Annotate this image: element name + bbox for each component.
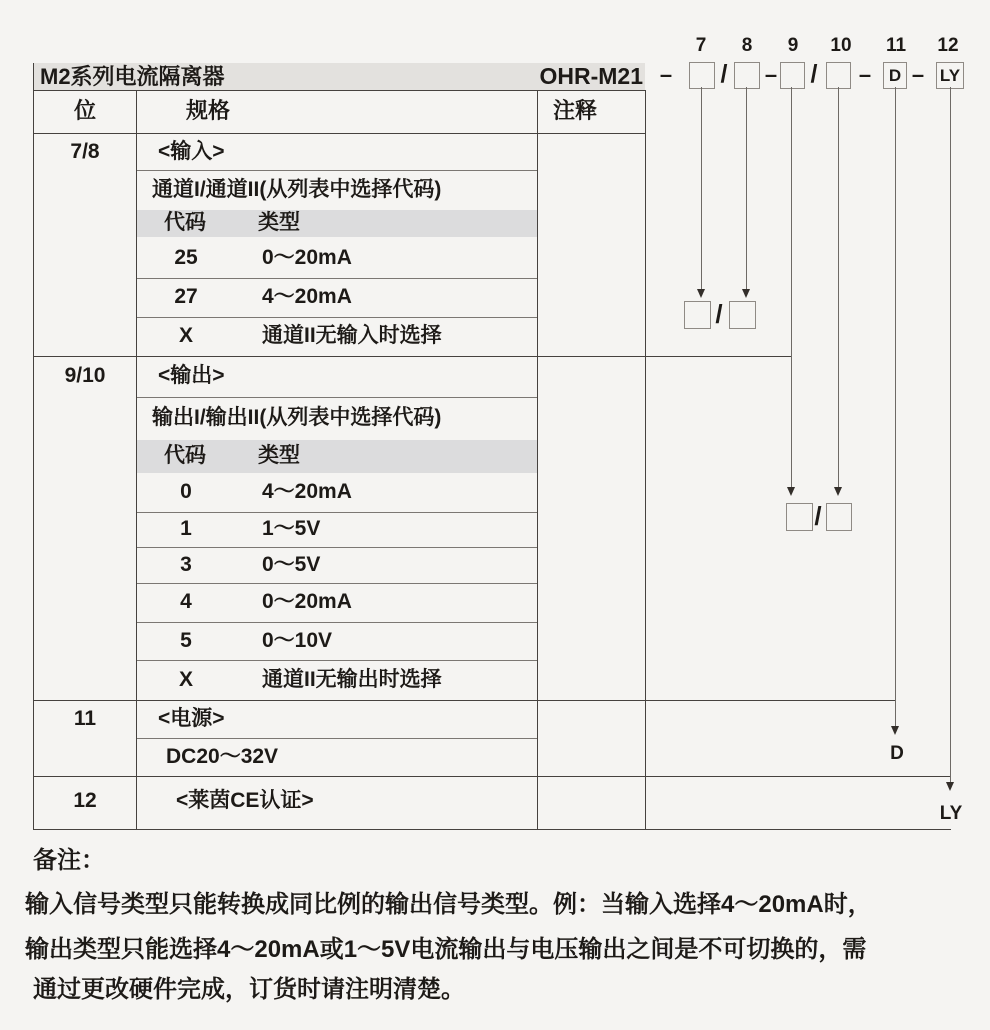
arrow-down-9 (787, 487, 795, 496)
column-header-note: 注释 (553, 98, 598, 123)
input-code-header-code: 代码 (164, 211, 206, 234)
input-row-code: X (178, 324, 193, 347)
section-pos-7-8: 7/8 (70, 140, 100, 163)
table-border-right (645, 90, 646, 829)
row-sep-25 (137, 278, 537, 279)
table-bottom-line (33, 829, 951, 830)
section-pos-11: 11 (73, 707, 97, 730)
arrow-down-8 (742, 289, 750, 298)
power-code-label: D (890, 743, 904, 764)
output-row-code: 4 (180, 590, 192, 613)
notes-label: 备注： (33, 847, 105, 874)
code-box-12-ly-label: LY (939, 65, 961, 85)
input-row-type: 4～20mA (262, 285, 352, 308)
position-number-10: 10 (830, 35, 852, 56)
output-code-header-type: 类型 (258, 444, 300, 467)
row-sep-5 (137, 660, 537, 661)
dash-2: – (764, 62, 778, 87)
dash-1: – (659, 62, 673, 87)
section-subheading-output: 输出I/输出II(从列表中选择代码) (152, 406, 442, 429)
connector-line-11 (895, 87, 896, 727)
output-row-type: 0～5V (262, 553, 321, 576)
slash-2: / (810, 60, 818, 88)
connector-line-10 (838, 87, 839, 488)
output-row-code: 0 (180, 480, 192, 503)
position-number-9: 9 (787, 35, 799, 56)
section-11-bottom-line (33, 776, 951, 777)
dash-3: – (858, 62, 872, 87)
section-7-8-bottom-line (33, 356, 791, 357)
position-number-7: 7 (695, 35, 707, 56)
section-heading-input: <输入> (158, 140, 225, 163)
output-row-code: 3 (180, 553, 192, 576)
output-row-type: 4～20mA (262, 480, 352, 503)
output-row-code: 1 (180, 517, 192, 540)
row-sep-power-heading (137, 738, 537, 739)
column-header-pos: 位 (73, 98, 96, 123)
output-pair-slash: / (814, 501, 822, 531)
row-sep-input-heading (137, 170, 537, 171)
page-title: M2系列电流隔离器 (40, 64, 225, 89)
input-pair-slash: / (715, 299, 723, 329)
table-border-left (33, 63, 34, 829)
model-code: OHR-M21 (539, 63, 643, 89)
row-sep-0 (137, 512, 537, 513)
arrow-down-11 (891, 726, 899, 735)
connector-line-7 (701, 87, 702, 290)
section-pos-9-10: 9/10 (64, 364, 106, 387)
input-row-code: 27 (174, 285, 198, 308)
connector-line-8 (746, 87, 747, 290)
row-sep-output-heading (137, 397, 537, 398)
input-channel-2-box (729, 301, 756, 329)
output-row-type: 1～5V (262, 517, 321, 540)
row-sep-27 (137, 317, 537, 318)
notes-line-2: 输出类型只能选择4～20mA或1～5V电流输出与电压输出之间是不可切换的，需 (25, 936, 867, 963)
table-divider-spec-note (537, 90, 538, 829)
connector-line-12 (950, 87, 951, 783)
arrow-down-7 (697, 289, 705, 298)
section-subheading-input: 通道I/通道II(从列表中选择代码) (152, 178, 442, 201)
power-value: DC20～32V (166, 745, 279, 768)
title-bar-bottom-line (33, 90, 646, 91)
input-row-code: 25 (174, 246, 198, 269)
ce-code-label: LY (939, 803, 963, 824)
section-heading-ce: <莱茵CE认证> (176, 789, 314, 812)
notes-line-1: 输入信号类型只能转换成同比例的输出信号类型。例：当输入选择4～20mA时， (25, 891, 872, 918)
section-heading-output: <输出> (158, 364, 225, 387)
table-divider-pos-spec (136, 90, 137, 829)
row-sep-3 (137, 583, 537, 584)
row-sep-4 (137, 622, 537, 623)
output-row-type: 通道II无输出时选择 (262, 668, 442, 691)
input-code-header-type: 类型 (258, 211, 300, 234)
position-number-12: 12 (937, 35, 959, 56)
code-box-11-d-label: D (888, 65, 902, 85)
notes-line-3: 通过更改硬件完成，订货时请注明清楚。 (33, 976, 465, 1003)
input-row-type: 通道II无输入时选择 (262, 324, 442, 347)
output-row-code: X (178, 668, 193, 691)
output-row-type: 0～20mA (262, 590, 352, 613)
position-number-11: 11 (885, 35, 907, 56)
position-number-8: 8 (741, 35, 753, 56)
arrow-down-12 (946, 782, 954, 791)
output-row-code: 5 (180, 629, 192, 652)
code-box-12-ly (936, 62, 964, 89)
section-pos-12: 12 (73, 789, 97, 812)
header-row-bottom-line (33, 133, 646, 134)
connector-line-9 (791, 87, 792, 488)
section-heading-power: <电源> (158, 707, 225, 730)
arrow-down-10 (834, 487, 842, 496)
output-code-header-code: 代码 (164, 444, 206, 467)
dash-4: – (911, 62, 925, 87)
section-9-10-bottom-line (33, 700, 895, 701)
output-row-type: 0～10V (262, 629, 333, 652)
output-channel-2-box (826, 503, 852, 531)
column-header-spec: 规格 (186, 98, 231, 123)
input-row-type: 0～20mA (262, 246, 352, 269)
row-sep-1 (137, 547, 537, 548)
slash-1: / (720, 60, 728, 88)
